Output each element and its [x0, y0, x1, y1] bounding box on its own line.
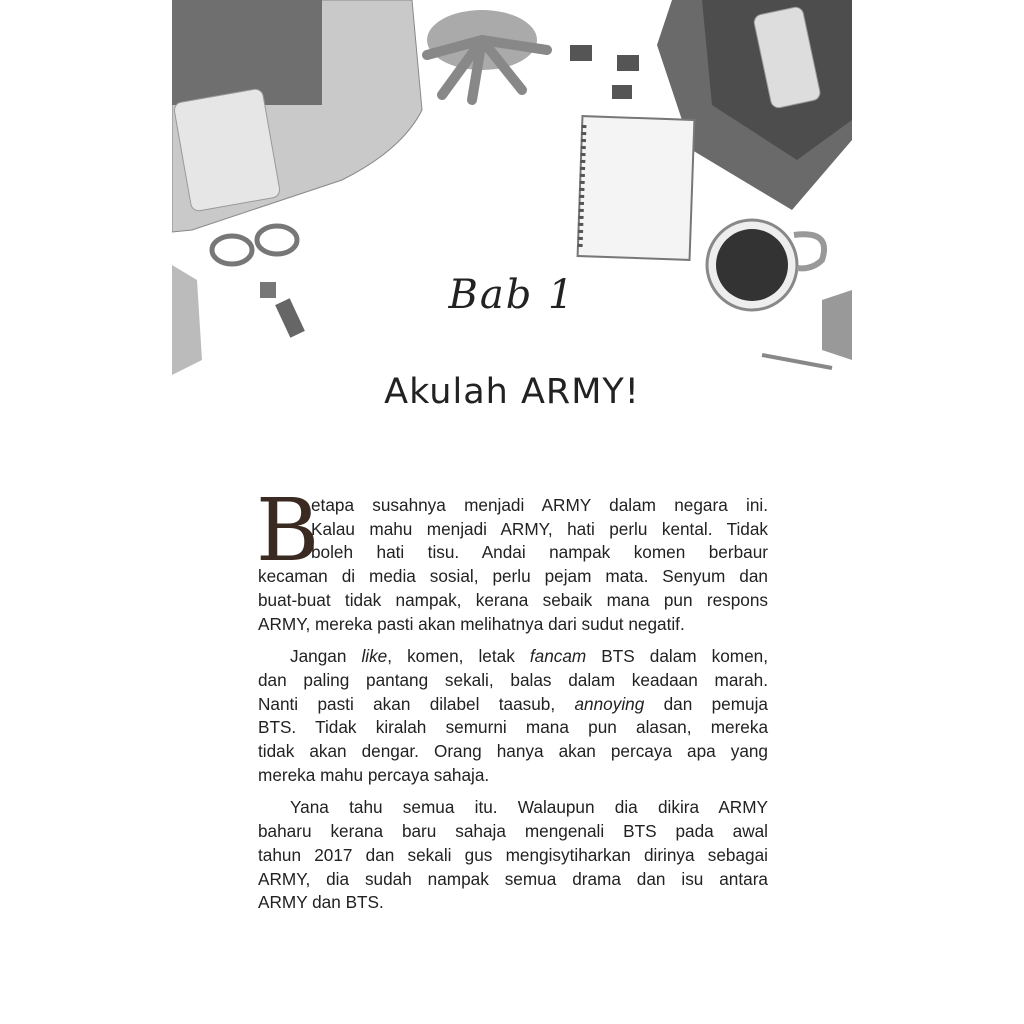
italic-text: like	[361, 646, 388, 667]
text-segment: Kalau mahu menjadi ARMY, hati perlu kental. Tidak	[311, 518, 768, 539]
text-line	[258, 868, 768, 892]
text-segment: dan paling pantang sekali, balas dalam keadaan marah.	[258, 669, 768, 690]
text-line	[258, 645, 768, 669]
text-segment: ARMY, mereka pasti akan melihatnya dari sudut negatif.	[258, 613, 685, 634]
binder-clips-icon	[570, 45, 639, 99]
text-line	[258, 891, 768, 915]
text-segment: kecaman di media sosial, perlu pejam mata. Senyum dan	[258, 566, 768, 587]
text-segment: Nanti pasti akan dilabel taasub,	[258, 693, 575, 714]
drop-cap: B	[256, 481, 320, 581]
text-segment: BTS. Tidak kiralah semurni mana pun alasan, mereka	[258, 717, 768, 738]
paragraph	[258, 796, 768, 915]
text-segment: Jangan	[290, 646, 362, 667]
text-segment: buat-buat tidak nampak, kerana sebaik mana pun respons	[258, 589, 768, 610]
laptop-icon	[172, 0, 422, 232]
paragraph	[256, 481, 768, 636]
text-segment: , komen, letak	[387, 646, 530, 667]
text-segment: tahun 2017 dan sekali gus mengisytiharkan dirinya sebagai	[258, 844, 768, 865]
italic-text: fancam	[529, 646, 587, 667]
text-segment: tidak akan dengar. Orang hanya akan percaya apa yang	[258, 741, 768, 762]
text-segment: baharu kerana baru sahaja mengenali BTS pada awal	[258, 821, 768, 842]
chapter-title: Akulah ARMY!	[384, 372, 640, 412]
text-line	[258, 716, 768, 740]
text-line	[258, 693, 768, 717]
text-line	[258, 740, 768, 764]
text-segment: dan pemuja	[644, 693, 768, 714]
plant-icon	[427, 10, 547, 100]
text-line	[258, 565, 768, 589]
text-segment: ARMY dan BTS.	[258, 892, 384, 913]
text-segment: ARMY, dia sudah nampak semua drama dan isu antara	[258, 868, 768, 889]
text-line	[258, 613, 768, 637]
desk-illustration	[172, 0, 852, 380]
text-segment: BTS dalam komen,	[586, 646, 768, 667]
text-line	[258, 494, 768, 518]
text-line	[258, 764, 768, 788]
text-segment: etapa susahnya menjadi ARMY dalam negara ini.	[311, 495, 768, 515]
text-line	[258, 796, 768, 820]
italic-text: annoying	[574, 693, 645, 714]
text-segment: mereka mahu percaya sahaja.	[258, 764, 490, 785]
text-line	[258, 820, 768, 844]
text-line	[258, 541, 768, 565]
chapter-number: Bab 1	[448, 272, 576, 318]
notebook-icon	[578, 116, 695, 260]
text-line	[258, 844, 768, 868]
paragraph	[258, 645, 768, 787]
text-line	[258, 518, 768, 542]
text-segment: Yana tahu semua itu. Walaupun dia dikira ARMY	[290, 797, 768, 818]
chapter-body	[256, 481, 768, 924]
text-line	[258, 589, 768, 613]
glasses-icon	[212, 226, 297, 264]
text-segment: boleh hati tisu. Andai nampak komen berbaur	[311, 542, 768, 563]
text-line	[258, 669, 768, 693]
